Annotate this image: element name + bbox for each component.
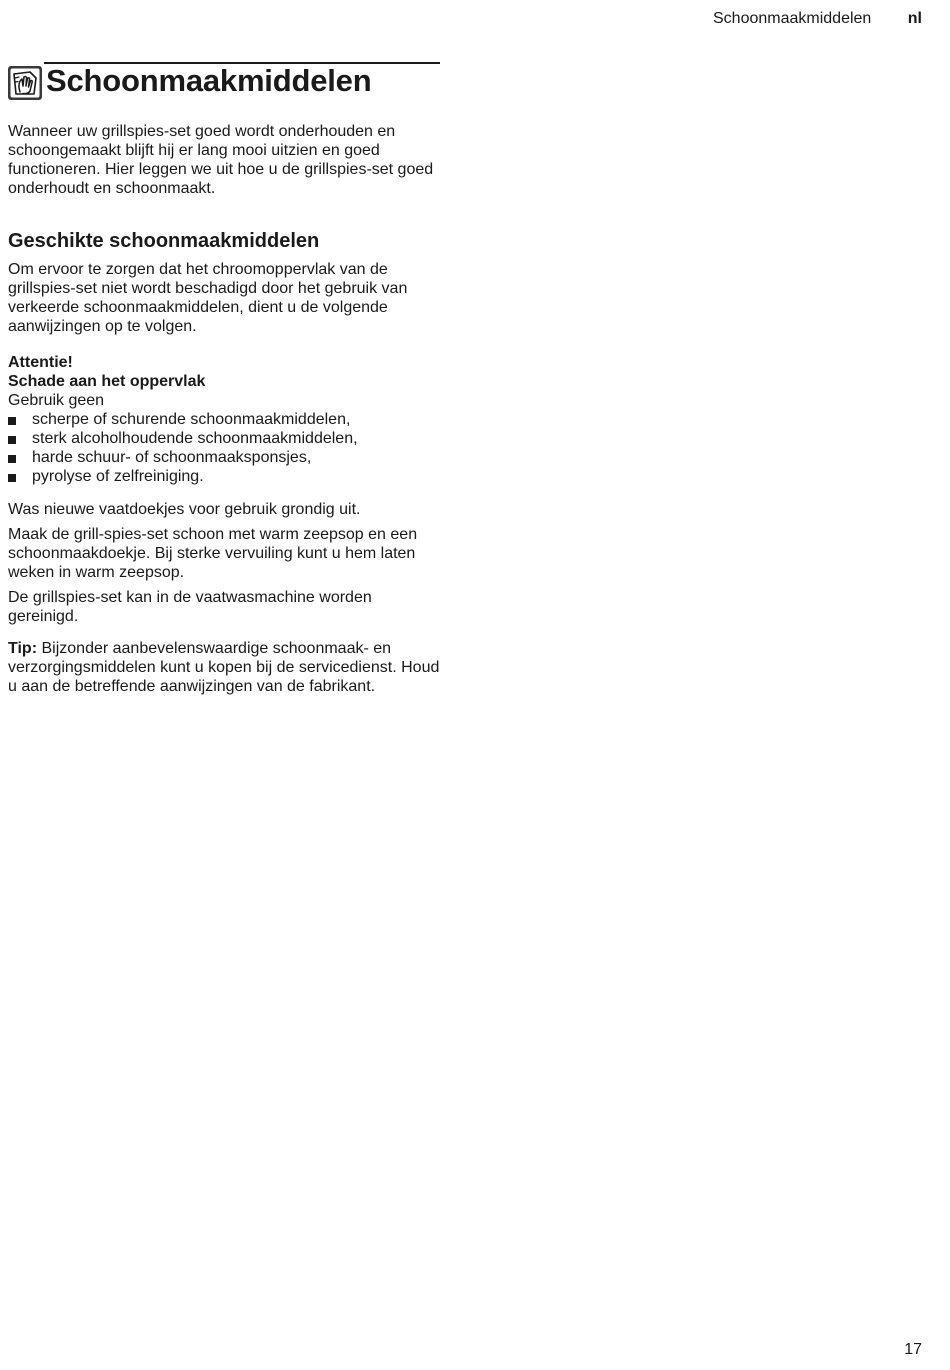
- page-number: 17: [904, 1341, 922, 1358]
- list-item: [8, 429, 440, 448]
- square-bullet-icon: [8, 455, 16, 463]
- section-paragraph: Om ervoor te zorgen dat het chroomoppervlak van de grillspies-set niet wordt beschadigd door het gebruik van verkeerde schoonmaakmiddelen, dient u de volgende aanwijzingen op te volgen.: [8, 261, 408, 335]
- list-item: [8, 467, 440, 486]
- section-heading: Geschikte schoonmaakmiddelen: [8, 230, 320, 252]
- tip-label: Tip:: [8, 640, 38, 657]
- square-bullet-icon: [8, 436, 16, 444]
- paragraph-wash-cloths: Was nieuwe vaatdoekjes voor gebruik grondig uit.: [8, 501, 361, 518]
- attention-list: [8, 410, 440, 486]
- list-item-text: sterk alcoholhoudende schoonmaakmiddelen,: [32, 430, 358, 447]
- tip-text: Bijzonder aanbevelenswaardige schoonmaak- en verzorgingsmiddelen kunt u kopen bij de servicedienst. Houd u aan de betreffende aanwijzingen van de fabrikant.: [8, 640, 440, 695]
- tip-paragraph: [8, 639, 440, 696]
- attention-intro: Gebruik geen: [8, 392, 105, 409]
- list-item-text: harde schuur- of schoonmaaksponsjes,: [32, 449, 312, 466]
- list-item: [8, 448, 440, 467]
- attention-subtitle: Schade aan het oppervlak: [8, 373, 206, 390]
- attention-block: [8, 353, 440, 486]
- page-title: Schoonmaakmiddelen: [46, 63, 372, 98]
- list-item: [8, 410, 440, 429]
- list-item-text: scherpe of schurende schoonmaakmiddelen,: [32, 411, 351, 428]
- cleaning-cloth-icon: [8, 66, 42, 100]
- running-header: [713, 9, 922, 29]
- header-section-name: Schoonmaakmiddelen: [713, 10, 872, 27]
- main-content: [8, 62, 440, 696]
- square-bullet-icon: [8, 474, 16, 482]
- paragraph-clean-instructions: Maak de grill-spies-set schoon met warm zeepsop en een schoonmaakdoekje. Bij sterke vervuiling kunt u hem laten weken in warm zeepsop.: [8, 526, 418, 581]
- attention-title: Attentie!: [8, 354, 73, 371]
- intro-paragraph: Wanneer uw grillspies-set goed wordt onderhouden en schoongemaakt blijft hij er lang mooi uitzien en goed functioneren. Hier leggen we uit hoe u de grillspies-set goed onderhoudt en schoonmaakt.: [8, 123, 434, 197]
- paragraph-dishwasher: De grillspies-set kan in de vaatwasmachine worden gereinigd.: [8, 589, 372, 625]
- square-bullet-icon: [8, 417, 16, 425]
- list-item-text: pyrolyse of zelfreiniging.: [32, 468, 204, 485]
- title-row: [44, 62, 440, 100]
- header-language: nl: [907, 10, 922, 27]
